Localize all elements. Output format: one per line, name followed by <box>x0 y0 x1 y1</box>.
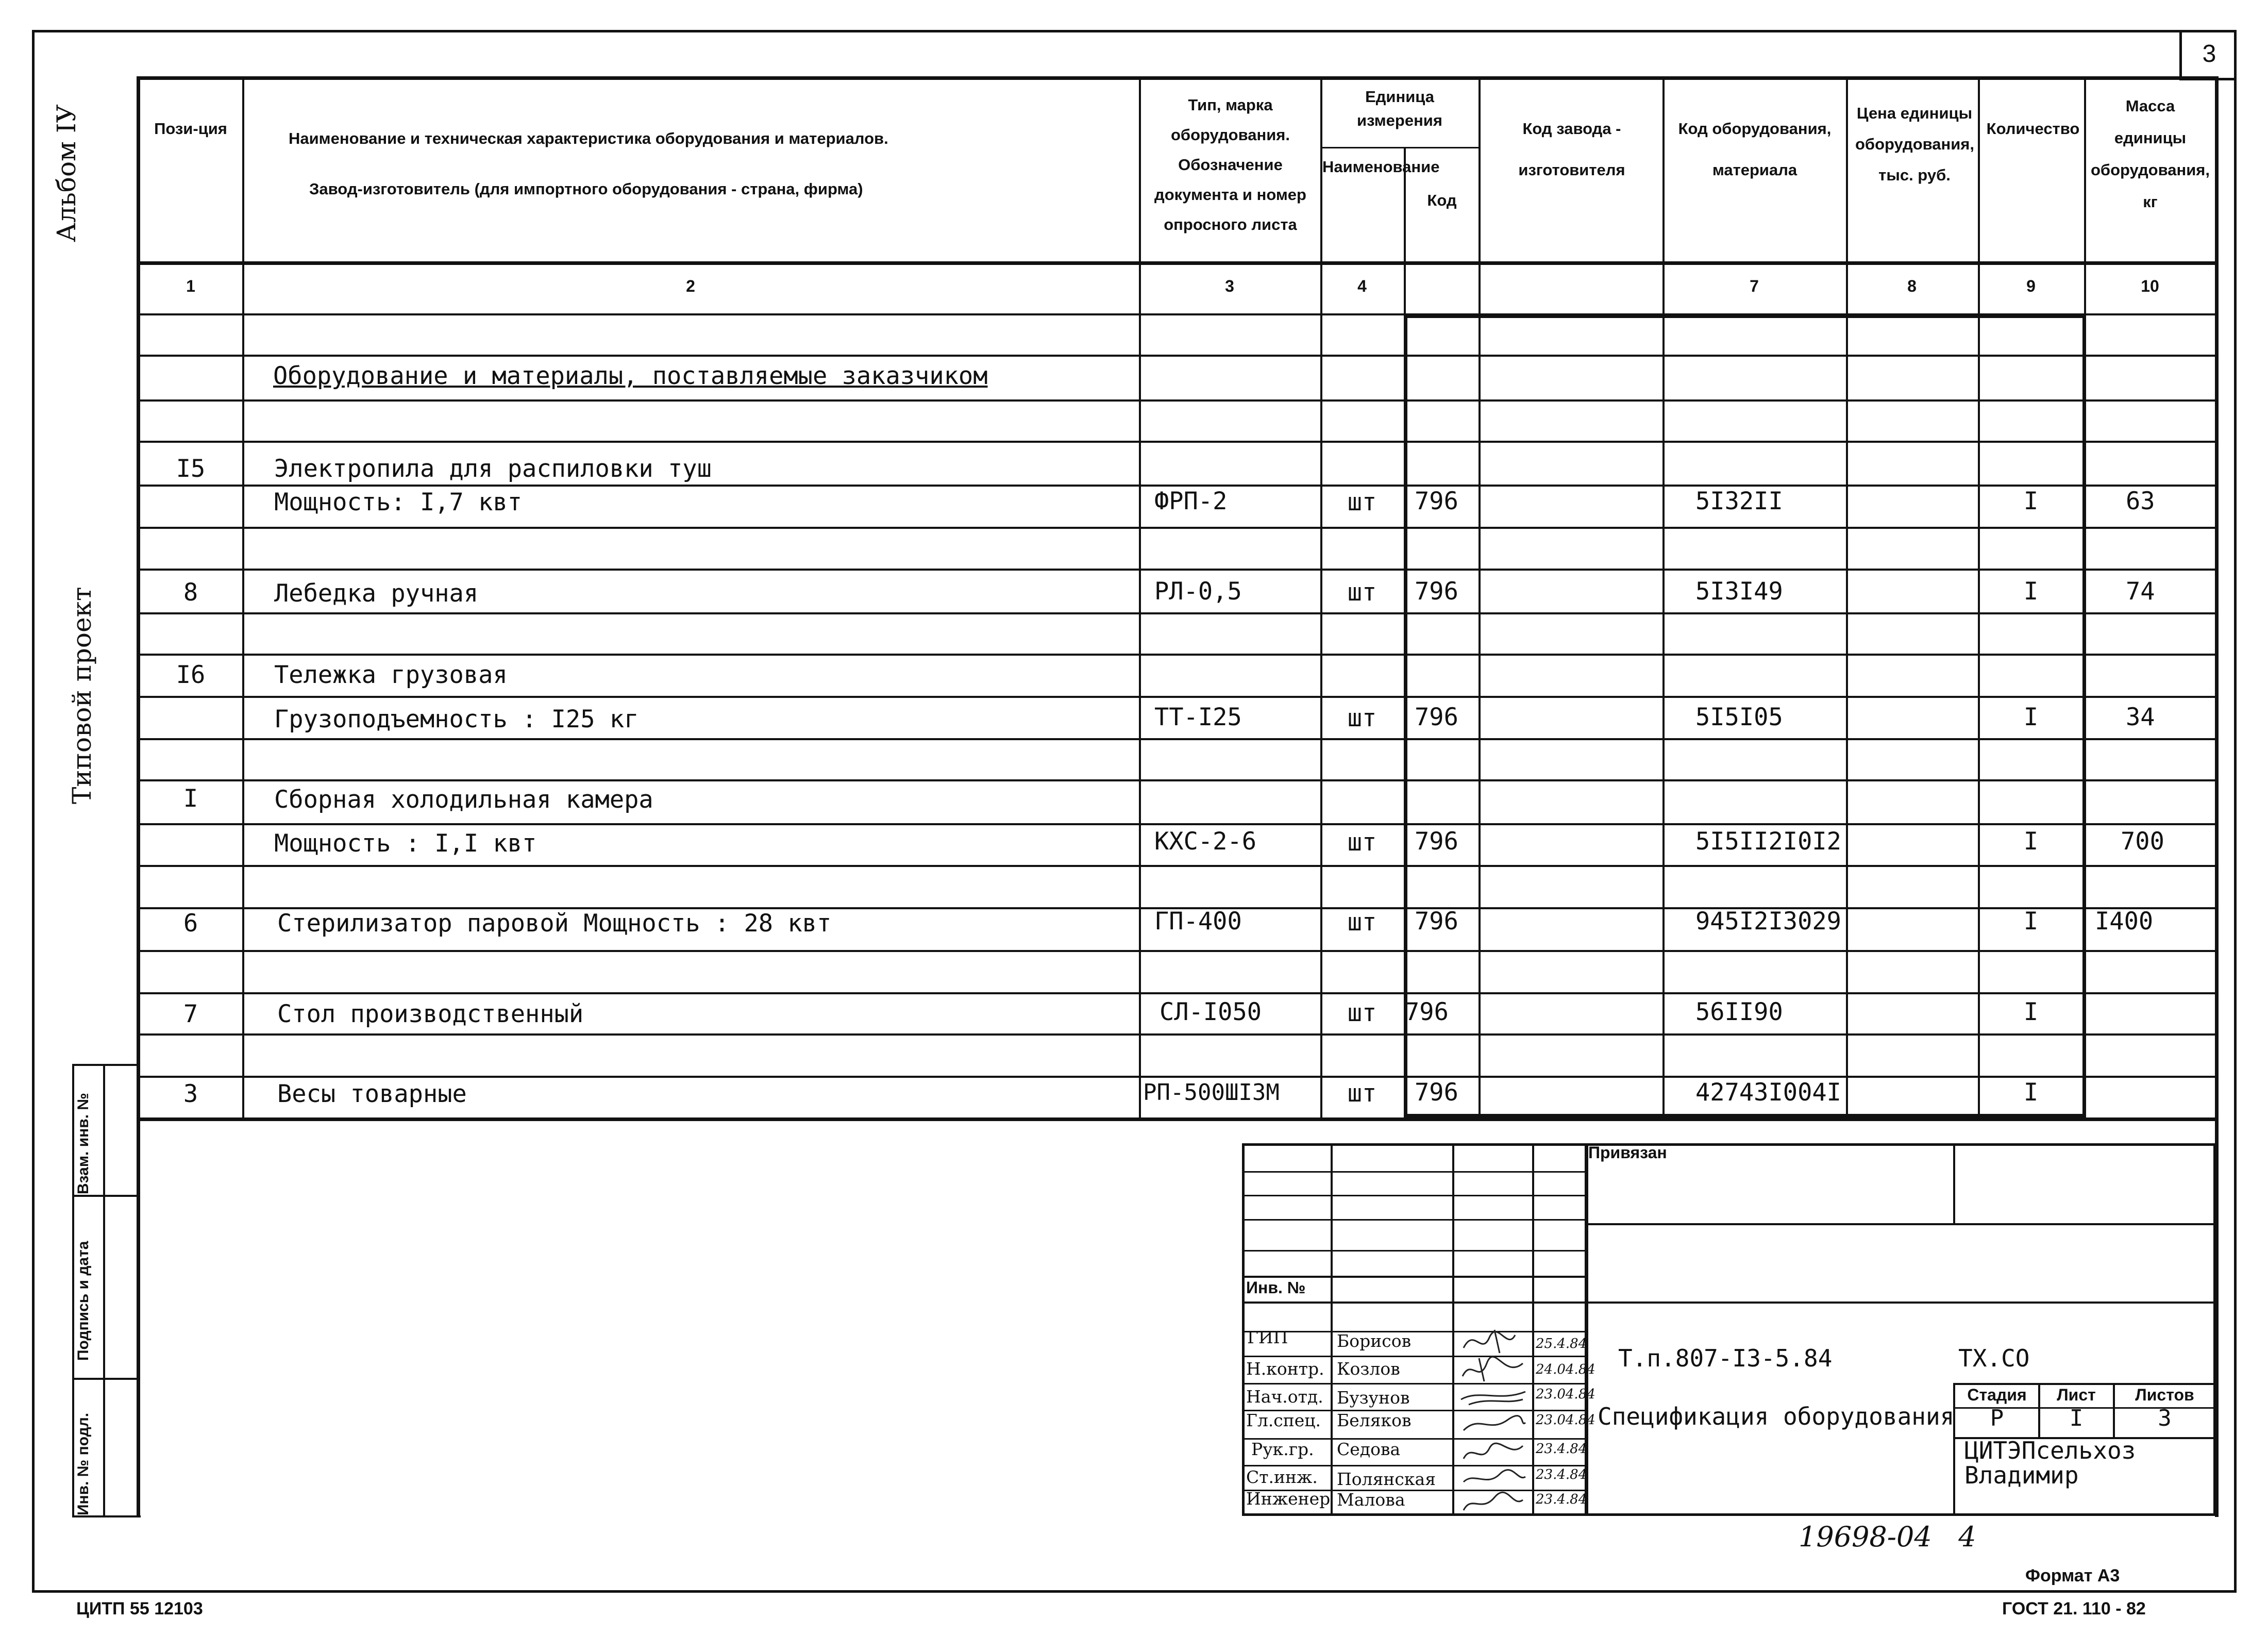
tb-role: Инженер <box>1246 1489 1331 1509</box>
row-position: 7 <box>183 1000 198 1028</box>
tb-person: Козлов <box>1337 1359 1400 1379</box>
stamp-podpis-data: Подпись и дата <box>75 1241 92 1361</box>
tb-date: 23.04.84 <box>1536 1412 1595 1428</box>
row-unit-code: 796 <box>1405 998 1449 1026</box>
row-type: ФРП-2 <box>1154 487 1228 515</box>
tb-person: Малова <box>1337 1490 1405 1510</box>
tb-row <box>1242 1331 1585 1332</box>
row-material-code: 5I32II <box>1695 487 1783 515</box>
col-number: 2 <box>686 277 695 295</box>
row-position: I6 <box>176 661 206 689</box>
row-mass: 700 <box>2121 827 2164 856</box>
tb-sheet: I <box>2069 1405 2084 1431</box>
tb-row <box>1242 1302 1585 1304</box>
row-quantity: I <box>2023 577 2039 606</box>
row-position: I <box>183 785 198 813</box>
header-price: Цена единицы оборудования, тыс. руб. <box>1855 104 1975 184</box>
tb-line <box>1585 1302 2216 1304</box>
tb-row <box>1242 1383 1585 1384</box>
tb-person: Бузунов <box>1337 1388 1410 1408</box>
tb-row <box>1242 1195 1585 1196</box>
tb-sheet-label: Лист <box>2057 1386 2096 1404</box>
tb-col <box>1585 1143 1588 1516</box>
tb-line <box>1953 1383 2216 1385</box>
row-quantity: I <box>2023 907 2039 936</box>
row-quantity: I <box>2023 487 2039 515</box>
row-mass: 63 <box>2126 487 2155 515</box>
signature-scribbles <box>1458 1327 1531 1513</box>
tb-role: Н.контр. <box>1246 1359 1324 1379</box>
stamp-divider <box>72 1515 141 1517</box>
tb-person: Беляков <box>1337 1410 1412 1430</box>
row-name: Мощность : I,I квт <box>274 829 537 858</box>
tb-date: 23.4.84 <box>1536 1441 1587 1457</box>
tb-role: ГИП <box>1247 1327 1288 1347</box>
row-mass: 74 <box>2126 577 2155 606</box>
tb-row <box>1242 1465 1585 1466</box>
row-quantity: I <box>2023 1078 2039 1107</box>
row-position: 3 <box>183 1080 198 1108</box>
tb-stage: Р <box>1990 1405 2004 1431</box>
row-material-code: 56II90 <box>1695 998 1783 1026</box>
row-name: Сборная холодильная камера <box>274 786 653 814</box>
tb-date: 23.4.84 <box>1536 1467 1587 1482</box>
row-unit: шт <box>1347 488 1377 516</box>
row-unit: шт <box>1347 1079 1377 1108</box>
header-name-line1: Наименование и техническая характеристика оборудования и материалов. <box>289 129 888 147</box>
row-unit: шт <box>1347 999 1377 1027</box>
row-material-code: 42743I004I <box>1695 1078 1841 1107</box>
row-position: I5 <box>176 455 206 483</box>
header-unit-code: Код <box>1427 191 1457 209</box>
row-unit-code: 796 <box>1415 487 1458 515</box>
tb-privyazan-divider <box>1953 1143 1955 1223</box>
tb-role: Гл.спец. <box>1246 1410 1321 1430</box>
handwritten-archive-number: 19698-04 4 <box>1799 1521 1976 1553</box>
section-title: Оборудование и материалы, поставляемые заказчиком <box>273 362 988 390</box>
row-unit: шт <box>1347 578 1377 607</box>
row-material-code: 945I2I3029 <box>1695 907 1841 936</box>
row-type: КХС-2-6 <box>1154 827 1257 856</box>
header-bottom-line <box>138 261 2216 265</box>
tb-mark: ТХ.СО <box>1958 1344 2030 1372</box>
row-unit-code: 796 <box>1415 907 1458 936</box>
tb-date: 23.04.84 <box>1536 1387 1595 1402</box>
tb-role: Ст.инж. <box>1246 1467 1318 1487</box>
row-unit: шт <box>1347 908 1377 937</box>
tb-doc-code: Т.п.807-I3-5.84 <box>1618 1344 1833 1372</box>
tb-row <box>1242 1276 1585 1278</box>
row-unit-code: 796 <box>1415 1078 1458 1107</box>
row-name: Грузоподъемность : I25 кг <box>274 705 639 733</box>
tb-date: 25.4.84 <box>1536 1336 1587 1352</box>
stamp-inv-podl: Инв. № подл. <box>75 1412 92 1515</box>
tb-col <box>1532 1143 1534 1516</box>
row-type: ТТ-I25 <box>1154 703 1242 731</box>
row-name: Тележка грузовая <box>274 661 508 689</box>
tb-stage-label: Стадия <box>1967 1386 2027 1404</box>
col-border <box>242 76 244 1119</box>
footer-left: ЦИТП 55 12103 <box>76 1599 203 1619</box>
row-material-code: 5I5I05 <box>1695 703 1783 731</box>
tb-privyazan: Привязан <box>1588 1143 1667 1162</box>
page-number: 3 <box>2179 30 2237 80</box>
row-name: Стол производственный <box>277 1000 584 1028</box>
col-number: 8 <box>1907 277 1917 295</box>
header-mass: Масса единицы оборудования, кг <box>2090 97 2210 211</box>
header-position: Пози-ция <box>154 120 227 138</box>
header-material-code: Код оборудования, материала <box>1678 120 1832 179</box>
stamp-divider <box>72 1195 138 1197</box>
row-unit: шт <box>1347 828 1377 857</box>
col-number: 3 <box>1225 277 1234 295</box>
tb-row <box>1242 1250 1585 1252</box>
project-label: Типовой проект <box>67 587 97 804</box>
row-quantity: I <box>2023 998 2039 1026</box>
row-type: РП-500ШI3М <box>1143 1079 1280 1106</box>
header-factory-code: Код завода - изготовителя <box>1518 120 1625 179</box>
row-name: Электропила для распиловки туш <box>274 455 712 483</box>
header-unit-name: Наименование <box>1322 158 1440 176</box>
tb-org-line2: Владимир <box>1964 1461 2079 1489</box>
tb-line <box>1585 1223 2216 1225</box>
header-unit: Единица измерения <box>1357 88 1442 129</box>
row-mass: 34 <box>2126 703 2155 731</box>
row-unit: шт <box>1347 704 1377 732</box>
tb-inv-no: Инв. № <box>1246 1278 1306 1297</box>
tb-sheets: 3 <box>2158 1405 2172 1431</box>
tb-row <box>1242 1219 1585 1221</box>
col-number: 1 <box>186 277 195 295</box>
row-position: 6 <box>183 909 198 938</box>
tb-role: Нач.отд. <box>1246 1387 1323 1407</box>
row-name: Лебедка ручная <box>274 579 479 608</box>
table-bottom-border <box>138 1117 2216 1121</box>
tb-org-line1: ЦИТЭПсельхоз <box>1964 1437 2136 1464</box>
row-material-code: 5I3I49 <box>1695 577 1783 606</box>
row-unit-code: 796 <box>1415 703 1458 731</box>
col-border <box>1139 76 1141 1119</box>
tb-col <box>1331 1143 1333 1516</box>
col-number: 7 <box>1750 277 1759 295</box>
stamp-vzam-inv: Взам. инв. № <box>75 1093 92 1194</box>
header-quantity: Количество <box>1986 120 2080 138</box>
stamp-strip-border <box>72 1064 74 1517</box>
tb-person: Полянская <box>1337 1469 1436 1489</box>
row-name: Стерилизатор паровой Мощность : 28 квт <box>277 909 832 938</box>
footer-right: ГОСТ 21. 110 - 82 <box>2002 1599 2146 1619</box>
row-quantity: I <box>2023 703 2039 731</box>
tb-person: Борисов <box>1337 1331 1412 1351</box>
table-top-border <box>138 76 2216 80</box>
col-number: 9 <box>2026 277 2036 295</box>
tb-row <box>1242 1356 1585 1357</box>
row-type: ГП-400 <box>1154 907 1242 936</box>
album-label: Альбом IУ <box>52 104 81 242</box>
row-mass: I400 <box>2095 907 2154 936</box>
footer-format: Формат А3 <box>2025 1566 2120 1586</box>
row-name: Мощность: I,7 квт <box>274 488 523 516</box>
col-number: 10 <box>2141 277 2159 295</box>
tb-row <box>1242 1171 1585 1173</box>
row-position: 8 <box>183 578 198 607</box>
row-material-code: 5I5II2I0I2 <box>1695 827 1841 856</box>
row-name: Весы товарные <box>277 1080 467 1108</box>
row-quantity: I <box>2023 827 2039 856</box>
row-type: РЛ-0,5 <box>1154 577 1242 606</box>
tb-col <box>1452 1143 1454 1516</box>
tb-date: 24.04.84 <box>1536 1362 1595 1377</box>
row-type: СЛ-I050 <box>1160 998 1262 1026</box>
col-number: 4 <box>1357 277 1367 295</box>
header-name-line2: Завод-изготовитель (для импортного оборудования - страна, фирма) <box>309 180 863 198</box>
tb-role: Рук.гр. <box>1251 1439 1314 1459</box>
tb-date: 23.4.84 <box>1536 1492 1587 1507</box>
stamp-inner-border <box>103 1064 105 1517</box>
tb-title: Спецификация оборудования <box>1598 1403 1955 1430</box>
row-unit-code: 796 <box>1415 827 1458 856</box>
tb-person: Седова <box>1337 1439 1401 1459</box>
header-type: Тип, марка оборудования. Обозначение документа и номер опросного листа <box>1154 96 1306 233</box>
row-unit-code: 796 <box>1415 577 1458 606</box>
unit-subheader-line <box>1320 147 1479 148</box>
tb-sheets-label: Листов <box>2135 1386 2194 1404</box>
